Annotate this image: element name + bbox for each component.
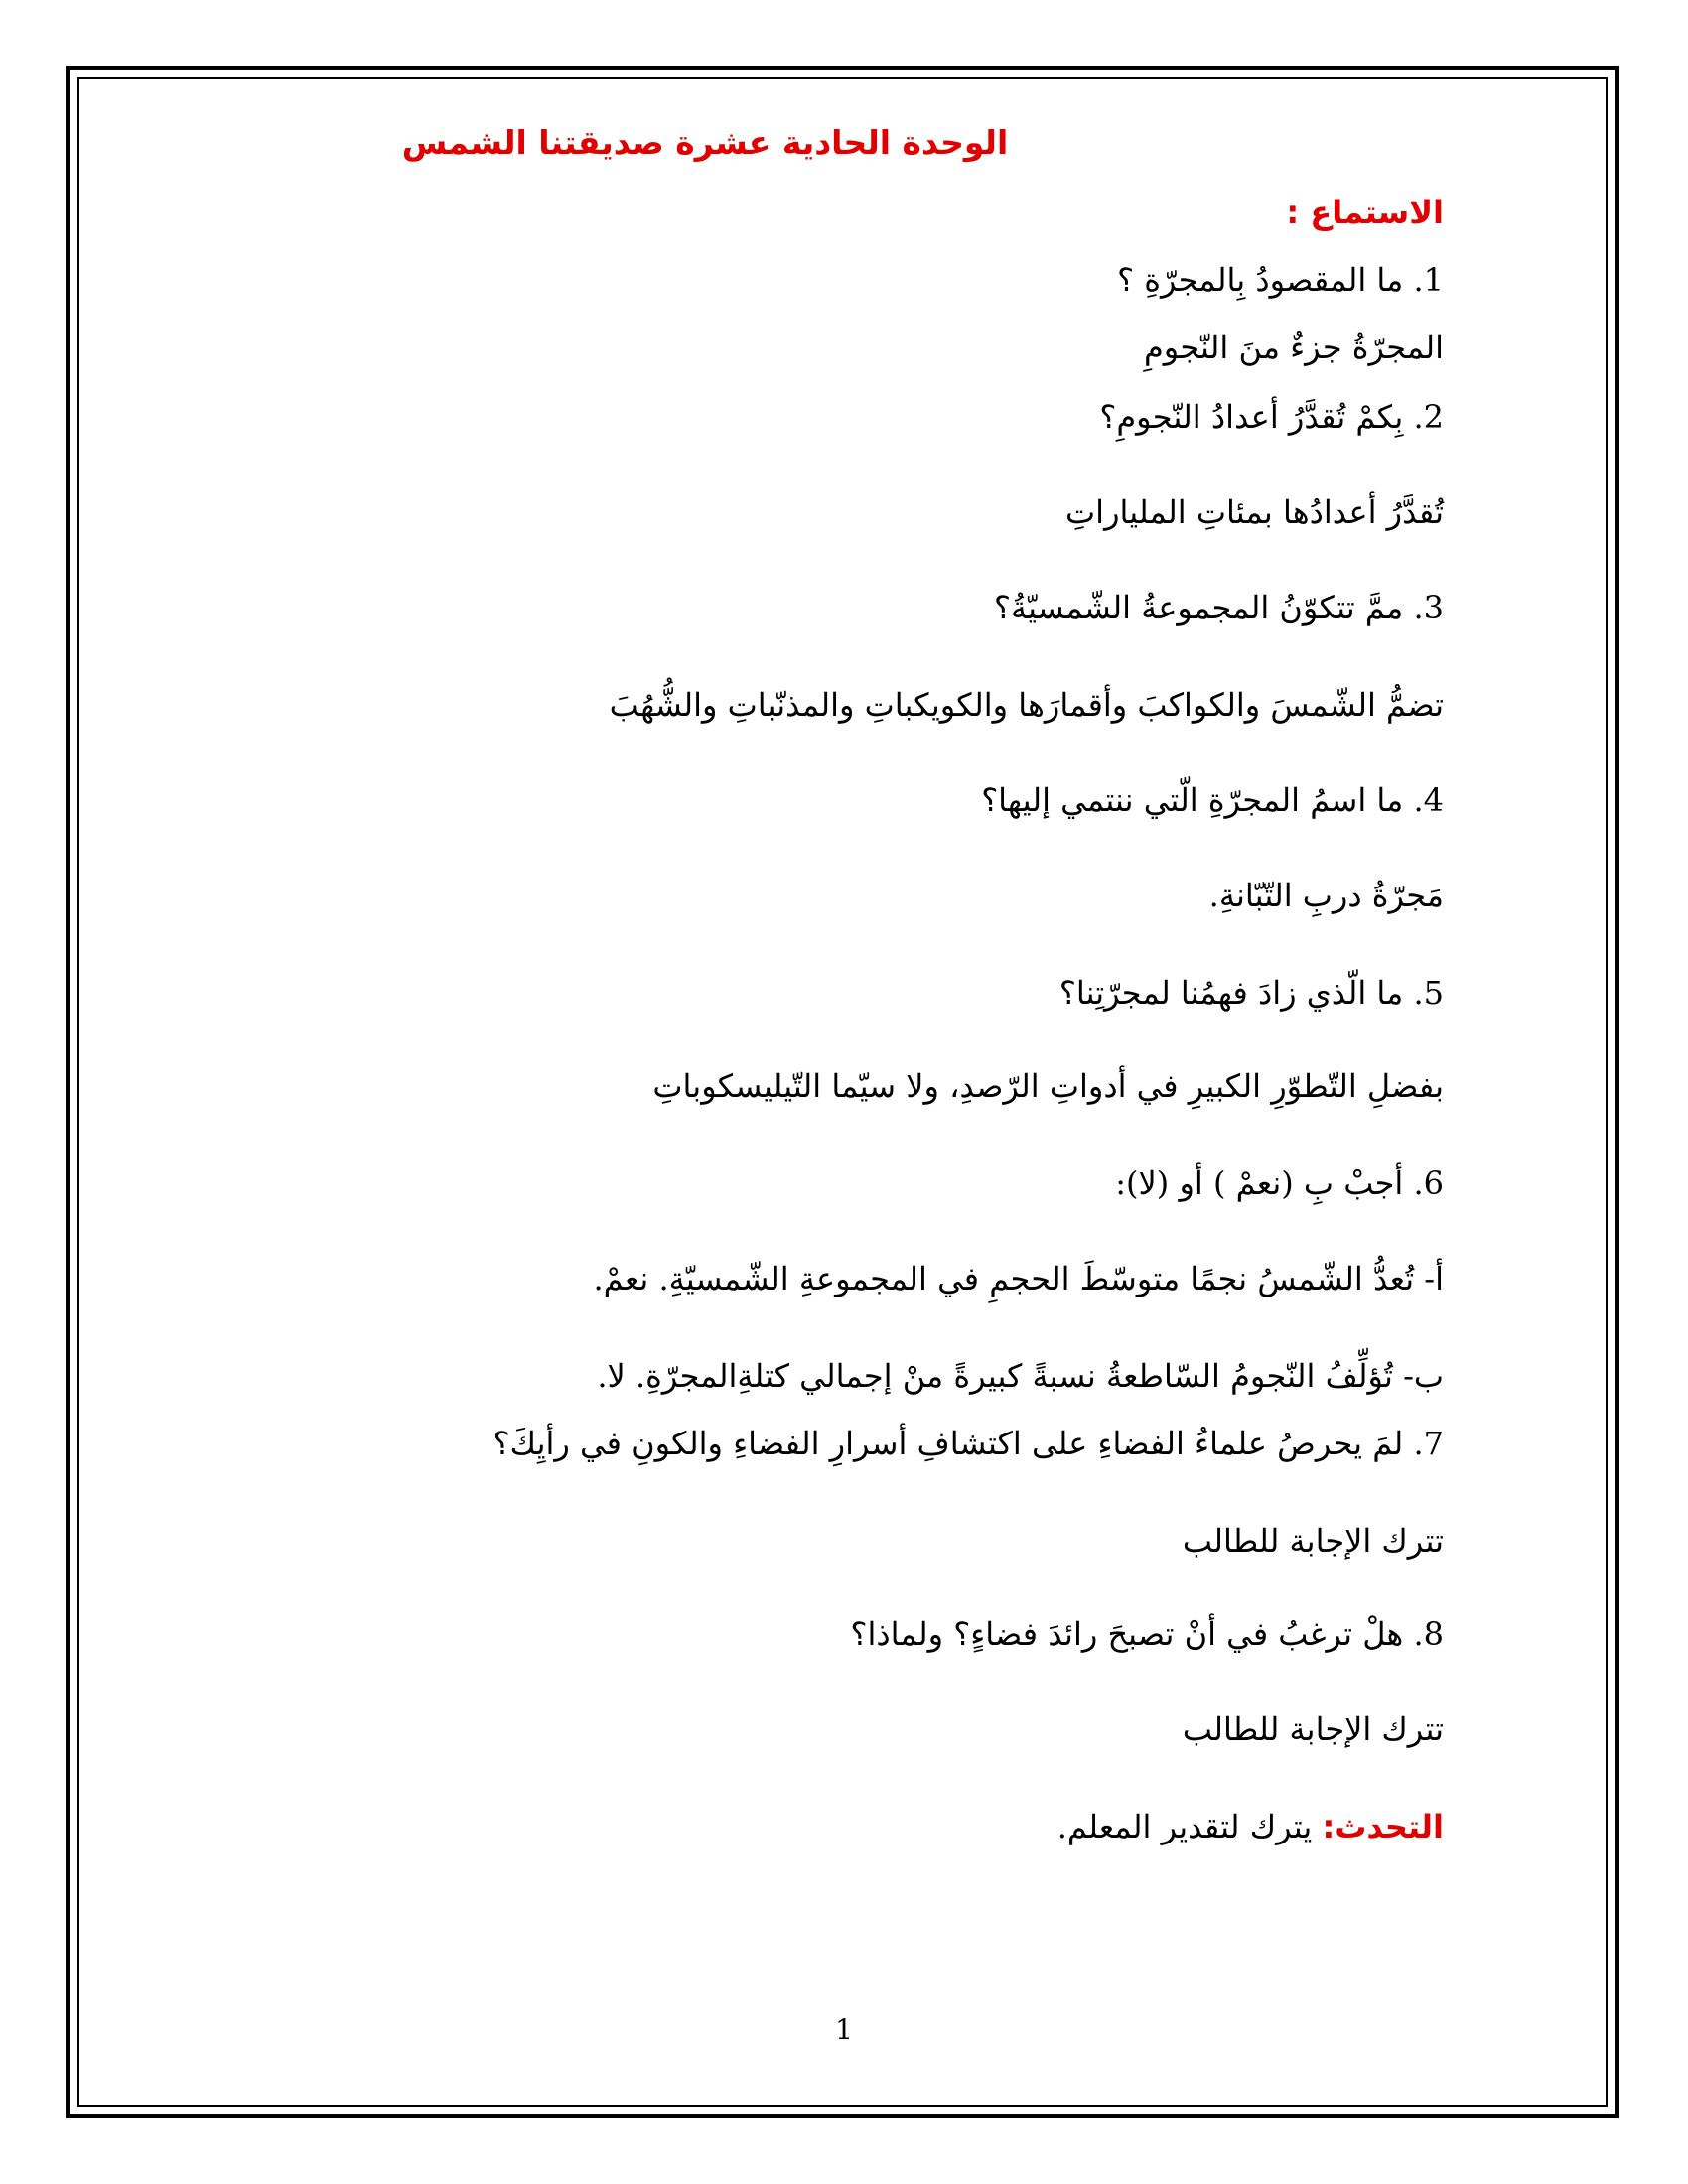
page-number: 1 bbox=[835, 2013, 853, 2046]
answer-3: تضمُّ الشّمسَ والكواكبَ وأقمارَها والكويكباتِ والمذنّباتِ والشُّهُبَ bbox=[609, 686, 1444, 724]
answer-6a: أ- تُعدُّ الشّمسُ نجمًا متوسّطَ الحجمِ في المجموعةِ الشّمسيّةِ. نعمْ. bbox=[593, 1260, 1444, 1297]
question-8: 8. هلْ ترغبُ في أنْ تصبحَ رائدَ فضاءٍ؟ ولماذا؟ bbox=[850, 1615, 1444, 1653]
question-5: 5. ما الّذي زادَ فهمُنا لمجرّتِنا؟ bbox=[1058, 974, 1444, 1012]
answer-6b: ب- تُؤلِّفُ النّجومُ السّاطعةُ نسبةً كبيرةً منْ إجمالي كتلةِالمجرّةِ. لا. bbox=[597, 1357, 1444, 1395]
answer-7: تترك الإجابة للطالب bbox=[1182, 1522, 1444, 1560]
question-7: 7. لمَ يحرصُ علماءُ الفضاءِ على اكتشافِ أسرارِ الفضاءِ والكونِ في رأيِكَ؟ bbox=[492, 1425, 1444, 1462]
answer-2: تُقدَّرُ أعدادُها بمئاتِ الملياراتِ bbox=[1065, 493, 1444, 531]
question-1: 1. ما المقصودُ بِالمجرّةِ ؟ bbox=[1117, 261, 1444, 299]
answer-5: بفضلِ التّطوّرِ الكبيرِ في أدواتِ الرّصدِ، ولا سيّما التّيليسكوباتِ bbox=[652, 1067, 1444, 1105]
answer-4: مَجرّةُ دربِ التّبّانةِ. bbox=[1208, 877, 1444, 914]
question-2: 2. بِكمْ تُقدَّرُ أعدادُ النّجومِ؟ bbox=[1099, 398, 1444, 436]
question-3: 3. ممَّ تتكوّنُ المجموعةُ الشّمسيّةُ؟ bbox=[993, 589, 1444, 626]
question-4: 4. ما اسمُ المجرّةِ الّتي ننتمي إليها؟ bbox=[981, 781, 1444, 819]
answer-1: المجرّةُ جزءٌ منَ النّجومِ bbox=[1143, 329, 1444, 366]
listening-heading: الاستماع : bbox=[1286, 194, 1444, 231]
speaking-label: التحدث: bbox=[1322, 1808, 1444, 1845]
speaking-line bbox=[1057, 1807, 1444, 1846]
speaking-text: يترك لتقدير المعلم. bbox=[1056, 1808, 1323, 1845]
unit-title: الوحدة الحادية عشرة صديقتنا الشمس bbox=[401, 123, 1009, 162]
question-6: 6. أجبْ بِ (نعمْ ) أو (لا): bbox=[1115, 1164, 1444, 1202]
answer-8: تترك الإجابة للطالب bbox=[1182, 1710, 1444, 1748]
